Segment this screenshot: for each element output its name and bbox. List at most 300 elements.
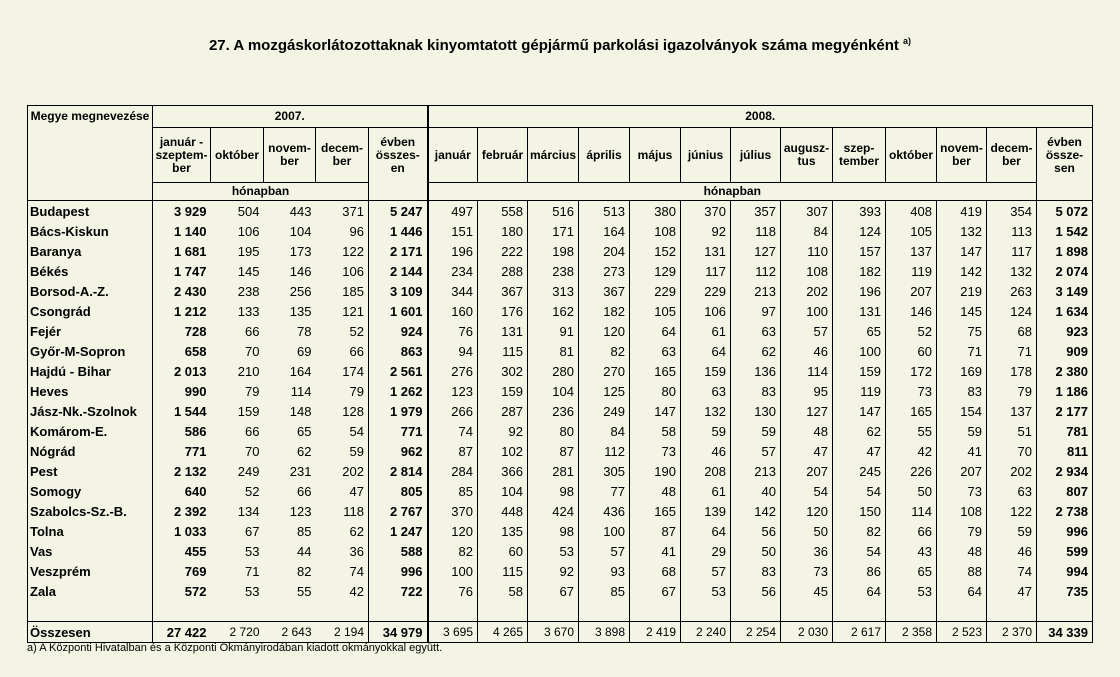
county-name: Nógrád bbox=[30, 443, 76, 459]
table-row bbox=[28, 441, 1093, 461]
cell-value: 82 bbox=[579, 341, 630, 361]
cell-value: 238 bbox=[528, 261, 579, 281]
cell-value: 419 bbox=[937, 201, 987, 222]
cell-value: 249 bbox=[237, 463, 260, 479]
table-row bbox=[28, 461, 1093, 481]
cell-value: 448 bbox=[478, 501, 528, 521]
cell-value: 996 bbox=[369, 561, 428, 581]
cell-value: 202 bbox=[987, 461, 1037, 481]
cell-value: 86 bbox=[833, 561, 886, 581]
cell-value: 270 bbox=[579, 361, 630, 381]
cell-value: 2 720 bbox=[211, 622, 264, 643]
cell-value: 133 bbox=[237, 303, 260, 319]
cell-value: 85 bbox=[297, 523, 312, 539]
cell-value: 157 bbox=[833, 241, 886, 261]
cell-value: 147 bbox=[833, 401, 886, 421]
cell-value: 115 bbox=[478, 341, 528, 361]
cell-value: 54 bbox=[781, 481, 833, 501]
cell-value: 173 bbox=[289, 243, 312, 259]
cell-value: 164 bbox=[579, 221, 630, 241]
county-name: Heves bbox=[30, 383, 69, 399]
col-header-2008-4: május bbox=[630, 128, 681, 183]
cell-value: 640 bbox=[153, 481, 211, 501]
cell-value: 2 144 bbox=[369, 261, 428, 281]
cell-value: 185 bbox=[342, 283, 364, 299]
spacer-cell bbox=[153, 601, 211, 622]
cell-value: 87 bbox=[528, 441, 579, 461]
table-row bbox=[28, 241, 1093, 261]
spacer-cell bbox=[579, 601, 630, 622]
cell-value: 118 bbox=[731, 221, 781, 241]
cell-value: 137 bbox=[987, 401, 1037, 421]
county-name: Győr-M-Sopron bbox=[30, 343, 126, 359]
table-row bbox=[28, 221, 1093, 241]
cell-value: 92 bbox=[681, 221, 731, 241]
cell-value: 50 bbox=[731, 541, 781, 561]
cell-value: 48 bbox=[781, 421, 833, 441]
table-body bbox=[28, 201, 1093, 643]
cell-value: 996 bbox=[1037, 521, 1093, 541]
cell-value: 92 bbox=[478, 421, 528, 441]
cell-value: 98 bbox=[528, 481, 579, 501]
cell-value: 58 bbox=[630, 421, 681, 441]
cell-value: 370 bbox=[428, 501, 478, 521]
cell-value: 728 bbox=[153, 321, 211, 341]
cell-value: 371 bbox=[316, 201, 369, 222]
cell-value: 5 247 bbox=[369, 201, 428, 222]
cell-value: 47 bbox=[833, 441, 886, 461]
cell-value: 60 bbox=[478, 541, 528, 561]
cell-value: 75 bbox=[937, 321, 987, 341]
cell-value: 42 bbox=[886, 441, 937, 461]
cell-value: 135 bbox=[289, 303, 312, 319]
cell-value: 147 bbox=[937, 241, 987, 261]
cell-value: 3 695 bbox=[428, 622, 478, 643]
cell-value: 122 bbox=[987, 501, 1037, 521]
cell-value: 159 bbox=[681, 361, 731, 381]
cell-value: 47 bbox=[349, 483, 364, 499]
cell-value: 85 bbox=[579, 581, 630, 601]
cell-value: 1 544 bbox=[153, 401, 211, 421]
cell-value: 63 bbox=[987, 481, 1037, 501]
col-header-2008-3: április bbox=[579, 128, 630, 183]
cell-value: 66 bbox=[297, 483, 312, 499]
cell-value: 36 bbox=[349, 543, 364, 559]
cell-value: 370 bbox=[681, 201, 731, 222]
cell-value: 2 370 bbox=[987, 622, 1037, 643]
cell-value: 100 bbox=[428, 561, 478, 581]
cell-value: 70 bbox=[245, 443, 260, 459]
cell-value: 95 bbox=[781, 381, 833, 401]
cell-value: 558 bbox=[478, 201, 528, 222]
cell-value: 68 bbox=[987, 321, 1037, 341]
cell-value: 497 bbox=[428, 201, 478, 222]
cell-value: 366 bbox=[478, 461, 528, 481]
cell-value: 3 929 bbox=[153, 201, 211, 222]
table-row bbox=[28, 201, 1093, 222]
cell-value: 54 bbox=[833, 481, 886, 501]
cell-value: 202 bbox=[342, 463, 364, 479]
cell-value: 100 bbox=[781, 301, 833, 321]
cell-value: 1 247 bbox=[369, 521, 428, 541]
cell-value: 169 bbox=[937, 361, 987, 381]
cell-value: 117 bbox=[987, 241, 1037, 261]
cell-value: 53 bbox=[681, 581, 731, 601]
spacer-cell bbox=[937, 601, 987, 622]
cell-value: 990 bbox=[153, 381, 211, 401]
cell-value: 146 bbox=[289, 263, 312, 279]
cell-value: 135 bbox=[478, 521, 528, 541]
cell-value: 2 194 bbox=[316, 622, 369, 643]
cell-value: 124 bbox=[833, 221, 886, 241]
cell-value: 78 bbox=[297, 323, 312, 339]
cell-value: 64 bbox=[630, 321, 681, 341]
cell-value: 367 bbox=[478, 281, 528, 301]
cell-value: 1 140 bbox=[153, 221, 211, 241]
cell-value: 120 bbox=[428, 521, 478, 541]
spacer-row bbox=[28, 601, 1093, 622]
county-header: Megye megnevezése bbox=[28, 106, 153, 201]
cell-value: 120 bbox=[781, 501, 833, 521]
cell-value: 313 bbox=[528, 281, 579, 301]
table-row bbox=[28, 361, 1093, 381]
cell-value: 2 030 bbox=[781, 622, 833, 643]
cell-value: 97 bbox=[731, 301, 781, 321]
cell-value: 344 bbox=[428, 281, 478, 301]
cell-value: 67 bbox=[528, 581, 579, 601]
cell-value: 46 bbox=[987, 541, 1037, 561]
cell-value: 121 bbox=[342, 303, 364, 319]
cell-value: 51 bbox=[987, 421, 1037, 441]
cell-value: 119 bbox=[886, 261, 937, 281]
spacer-cell bbox=[833, 601, 886, 622]
cell-value: 2 132 bbox=[153, 461, 211, 481]
cell-value: 57 bbox=[731, 441, 781, 461]
cell-value: 160 bbox=[428, 301, 478, 321]
cell-value: 142 bbox=[731, 501, 781, 521]
cell-value: 43 bbox=[886, 541, 937, 561]
cell-value: 59 bbox=[937, 421, 987, 441]
year-2007-header: 2007. bbox=[153, 106, 428, 128]
cell-value: 380 bbox=[630, 201, 681, 222]
cell-value: 47 bbox=[781, 441, 833, 461]
cell-value: 182 bbox=[579, 301, 630, 321]
col-header-2008-2: március bbox=[528, 128, 579, 183]
cell-value: 131 bbox=[833, 301, 886, 321]
cell-value: 106 bbox=[237, 223, 260, 239]
cell-value: 408 bbox=[886, 201, 937, 222]
col-header-2007-1: október bbox=[211, 128, 264, 183]
cell-value: 73 bbox=[937, 481, 987, 501]
spacer-cell bbox=[369, 601, 428, 622]
cell-value: 807 bbox=[1037, 481, 1093, 501]
cell-value: 735 bbox=[1037, 581, 1093, 601]
col-header-2007-4: évben összes-en bbox=[369, 128, 428, 183]
cell-value: 74 bbox=[349, 563, 364, 579]
cell-value: 195 bbox=[237, 243, 260, 259]
county-name: Pest bbox=[30, 463, 58, 479]
cell-value: 455 bbox=[153, 541, 211, 561]
cell-value: 108 bbox=[937, 501, 987, 521]
cell-value: 62 bbox=[833, 421, 886, 441]
cell-value: 50 bbox=[886, 481, 937, 501]
cell-value: 129 bbox=[630, 261, 681, 281]
cell-value: 63 bbox=[681, 381, 731, 401]
cell-value: 196 bbox=[428, 241, 478, 261]
cell-value: 357 bbox=[731, 201, 781, 222]
spacer-cell bbox=[886, 601, 937, 622]
cell-value: 46 bbox=[681, 441, 731, 461]
cell-value: 34 339 bbox=[1037, 622, 1093, 643]
cell-value: 62 bbox=[297, 443, 312, 459]
cell-value: 55 bbox=[886, 421, 937, 441]
cell-value: 123 bbox=[428, 381, 478, 401]
spacer-cell bbox=[1037, 601, 1093, 622]
col-header-2007-2: novem-ber bbox=[264, 128, 316, 183]
cell-value: 98 bbox=[528, 521, 579, 541]
cell-value: 124 bbox=[987, 301, 1037, 321]
cell-value: 128 bbox=[342, 403, 364, 419]
cell-value: 47 bbox=[987, 581, 1037, 601]
spacer-cell bbox=[428, 601, 478, 622]
spacer-cell bbox=[528, 601, 579, 622]
cell-value: 1 681 bbox=[153, 241, 211, 261]
cell-value: 130 bbox=[731, 401, 781, 421]
cell-value: 108 bbox=[630, 221, 681, 241]
cell-value: 57 bbox=[681, 561, 731, 581]
footnote: a) A Központi Hivatalban és a Központi Okmányirodában kiadott okmányokkal együtt. bbox=[27, 642, 443, 654]
cell-value: 2 738 bbox=[1037, 501, 1093, 521]
cell-value: 65 bbox=[297, 423, 312, 439]
cell-value: 67 bbox=[245, 523, 260, 539]
cell-value: 588 bbox=[369, 541, 428, 561]
cell-value: 210 bbox=[237, 363, 260, 379]
cell-value: 171 bbox=[528, 221, 579, 241]
cell-value: 104 bbox=[528, 381, 579, 401]
county-name: Összesen bbox=[28, 622, 153, 643]
cell-value: 222 bbox=[478, 241, 528, 261]
cell-value: 159 bbox=[833, 361, 886, 381]
cell-value: 207 bbox=[886, 281, 937, 301]
cell-value: 69 bbox=[297, 343, 312, 359]
cell-value: 909 bbox=[1037, 341, 1093, 361]
cell-value: 266 bbox=[428, 401, 478, 421]
cell-value: 1 212 bbox=[153, 301, 211, 321]
cell-value: 63 bbox=[630, 341, 681, 361]
table-row bbox=[28, 481, 1093, 501]
county-name: Borsod-A.-Z. bbox=[30, 283, 109, 299]
cell-value: 84 bbox=[781, 221, 833, 241]
cell-value: 56 bbox=[731, 521, 781, 541]
cell-value: 66 bbox=[245, 423, 260, 439]
cell-value: 159 bbox=[478, 381, 528, 401]
cell-value: 41 bbox=[937, 441, 987, 461]
cell-value: 281 bbox=[528, 461, 579, 481]
cell-value: 62 bbox=[731, 341, 781, 361]
cell-value: 5 072 bbox=[1037, 201, 1093, 222]
cell-value: 924 bbox=[369, 321, 428, 341]
col-header-2008-12: évben össze-sen bbox=[1037, 128, 1093, 183]
cell-value: 68 bbox=[630, 561, 681, 581]
cell-value: 54 bbox=[833, 541, 886, 561]
cell-value: 722 bbox=[369, 581, 428, 601]
spacer-cell bbox=[987, 601, 1037, 622]
cell-value: 150 bbox=[833, 501, 886, 521]
cell-value: 73 bbox=[781, 561, 833, 581]
cell-value: 219 bbox=[937, 281, 987, 301]
cell-value: 2 013 bbox=[153, 361, 211, 381]
cell-value: 182 bbox=[833, 261, 886, 281]
cell-value: 162 bbox=[528, 301, 579, 321]
cell-value: 53 bbox=[245, 543, 260, 559]
cell-value: 79 bbox=[349, 383, 364, 399]
cell-value: 231 bbox=[289, 463, 312, 479]
cell-value: 53 bbox=[245, 583, 260, 599]
cell-value: 94 bbox=[428, 341, 478, 361]
cell-value: 354 bbox=[987, 201, 1037, 222]
cell-value: 136 bbox=[731, 361, 781, 381]
cell-value: 127 bbox=[731, 241, 781, 261]
cell-value: 1 446 bbox=[369, 221, 428, 241]
cell-value: 2 814 bbox=[369, 461, 428, 481]
cell-value: 152 bbox=[630, 241, 681, 261]
col-header-2008-6: július bbox=[731, 128, 781, 183]
county-name: Fejér bbox=[30, 323, 62, 339]
col-header-2007-3: decem-ber bbox=[316, 128, 369, 183]
cell-value: 3 149 bbox=[1037, 281, 1093, 301]
cell-value: 46 bbox=[781, 341, 833, 361]
county-name: Vas bbox=[30, 543, 53, 559]
cell-value: 45 bbox=[781, 581, 833, 601]
county-name: Békés bbox=[30, 263, 69, 279]
table-row bbox=[28, 421, 1093, 441]
cell-value: 48 bbox=[937, 541, 987, 561]
cell-value: 100 bbox=[833, 341, 886, 361]
cell-value: 76 bbox=[428, 321, 478, 341]
cell-value: 104 bbox=[289, 223, 312, 239]
cell-value: 174 bbox=[342, 363, 364, 379]
spacer-cell bbox=[781, 601, 833, 622]
cell-value: 198 bbox=[528, 241, 579, 261]
county-name: Somogy bbox=[30, 483, 82, 499]
cell-value: 1 898 bbox=[1037, 241, 1093, 261]
cell-value: 142 bbox=[937, 261, 987, 281]
title-text: 27. A mozgáskorlátozottaknak kinyomtatott gépjármű parkolási igazolványok száma megyénként bbox=[208, 37, 899, 54]
cell-value: 1 979 bbox=[369, 401, 428, 421]
cell-value: 82 bbox=[428, 541, 478, 561]
cell-value: 76 bbox=[428, 581, 478, 601]
cell-value: 2 358 bbox=[886, 622, 937, 643]
spacer-cell bbox=[316, 601, 369, 622]
unit-label-2007: hónapban bbox=[153, 183, 369, 201]
cell-value: 513 bbox=[579, 201, 630, 222]
cell-value: 82 bbox=[297, 563, 312, 579]
col-header-2008-7: augusz-tus bbox=[781, 128, 833, 183]
cell-value: 93 bbox=[579, 561, 630, 581]
cell-value: 2 240 bbox=[681, 622, 731, 643]
cell-value: 276 bbox=[428, 361, 478, 381]
cell-value: 424 bbox=[528, 501, 579, 521]
cell-value: 148 bbox=[289, 403, 312, 419]
table-row bbox=[28, 301, 1093, 321]
cell-value: 586 bbox=[153, 421, 211, 441]
cell-value: 117 bbox=[681, 261, 731, 281]
cell-value: 213 bbox=[731, 461, 781, 481]
cell-value: 923 bbox=[1037, 321, 1093, 341]
cell-value: 145 bbox=[937, 301, 987, 321]
cell-value: 62 bbox=[349, 523, 364, 539]
cell-value: 60 bbox=[886, 341, 937, 361]
cell-value: 2 767 bbox=[369, 501, 428, 521]
cell-value: 134 bbox=[237, 503, 260, 519]
county-name: Jász-Nk.-Szolnok bbox=[30, 403, 137, 419]
table-row bbox=[28, 281, 1093, 301]
table-row bbox=[28, 381, 1093, 401]
cell-value: 71 bbox=[937, 341, 987, 361]
cell-value: 108 bbox=[781, 261, 833, 281]
cell-value: 122 bbox=[342, 243, 364, 259]
cell-value: 202 bbox=[781, 281, 833, 301]
cell-value: 83 bbox=[731, 561, 781, 581]
cell-value: 1 262 bbox=[369, 381, 428, 401]
cell-value: 92 bbox=[528, 561, 579, 581]
cell-value: 61 bbox=[681, 321, 731, 341]
cell-value: 229 bbox=[681, 281, 731, 301]
cell-value: 104 bbox=[478, 481, 528, 501]
cell-value: 113 bbox=[987, 221, 1037, 241]
cell-value: 119 bbox=[833, 381, 886, 401]
cell-value: 34 979 bbox=[369, 622, 428, 643]
cell-value: 52 bbox=[886, 321, 937, 341]
cell-value: 106 bbox=[342, 263, 364, 279]
cell-value: 1 634 bbox=[1037, 301, 1093, 321]
cell-value: 256 bbox=[289, 283, 312, 299]
cell-value: 811 bbox=[1037, 441, 1093, 461]
cell-value: 100 bbox=[579, 521, 630, 541]
county-name: Hajdú - Bihar bbox=[30, 363, 111, 379]
cell-value: 307 bbox=[781, 201, 833, 222]
county-name: Veszprém bbox=[30, 563, 91, 579]
col-header-2008-0: január bbox=[428, 128, 478, 183]
col-header-2008-9: október bbox=[886, 128, 937, 183]
cell-value: 781 bbox=[1037, 421, 1093, 441]
cell-value: 3 898 bbox=[579, 622, 630, 643]
cell-value: 284 bbox=[428, 461, 478, 481]
cell-value: 53 bbox=[886, 581, 937, 601]
cell-value: 3 109 bbox=[369, 281, 428, 301]
cell-value: 2 643 bbox=[264, 622, 316, 643]
cell-value: 2 392 bbox=[153, 501, 211, 521]
cell-value: 2 430 bbox=[153, 281, 211, 301]
cell-value: 73 bbox=[630, 441, 681, 461]
table-row bbox=[28, 501, 1093, 521]
cell-value: 229 bbox=[630, 281, 681, 301]
cell-value: 2 074 bbox=[1037, 261, 1093, 281]
col-header-2008-1: február bbox=[478, 128, 528, 183]
cell-value: 3 670 bbox=[528, 622, 579, 643]
cell-value: 504 bbox=[211, 201, 264, 222]
cell-value: 443 bbox=[264, 201, 316, 222]
cell-value: 52 bbox=[349, 323, 364, 339]
cell-value: 112 bbox=[731, 261, 781, 281]
county-name: Budapest bbox=[28, 201, 153, 222]
cell-value: 112 bbox=[579, 441, 630, 461]
cell-value: 56 bbox=[731, 581, 781, 601]
cell-value: 1 186 bbox=[1037, 381, 1093, 401]
cell-value: 41 bbox=[630, 541, 681, 561]
cell-value: 59 bbox=[731, 421, 781, 441]
cell-value: 29 bbox=[681, 541, 731, 561]
